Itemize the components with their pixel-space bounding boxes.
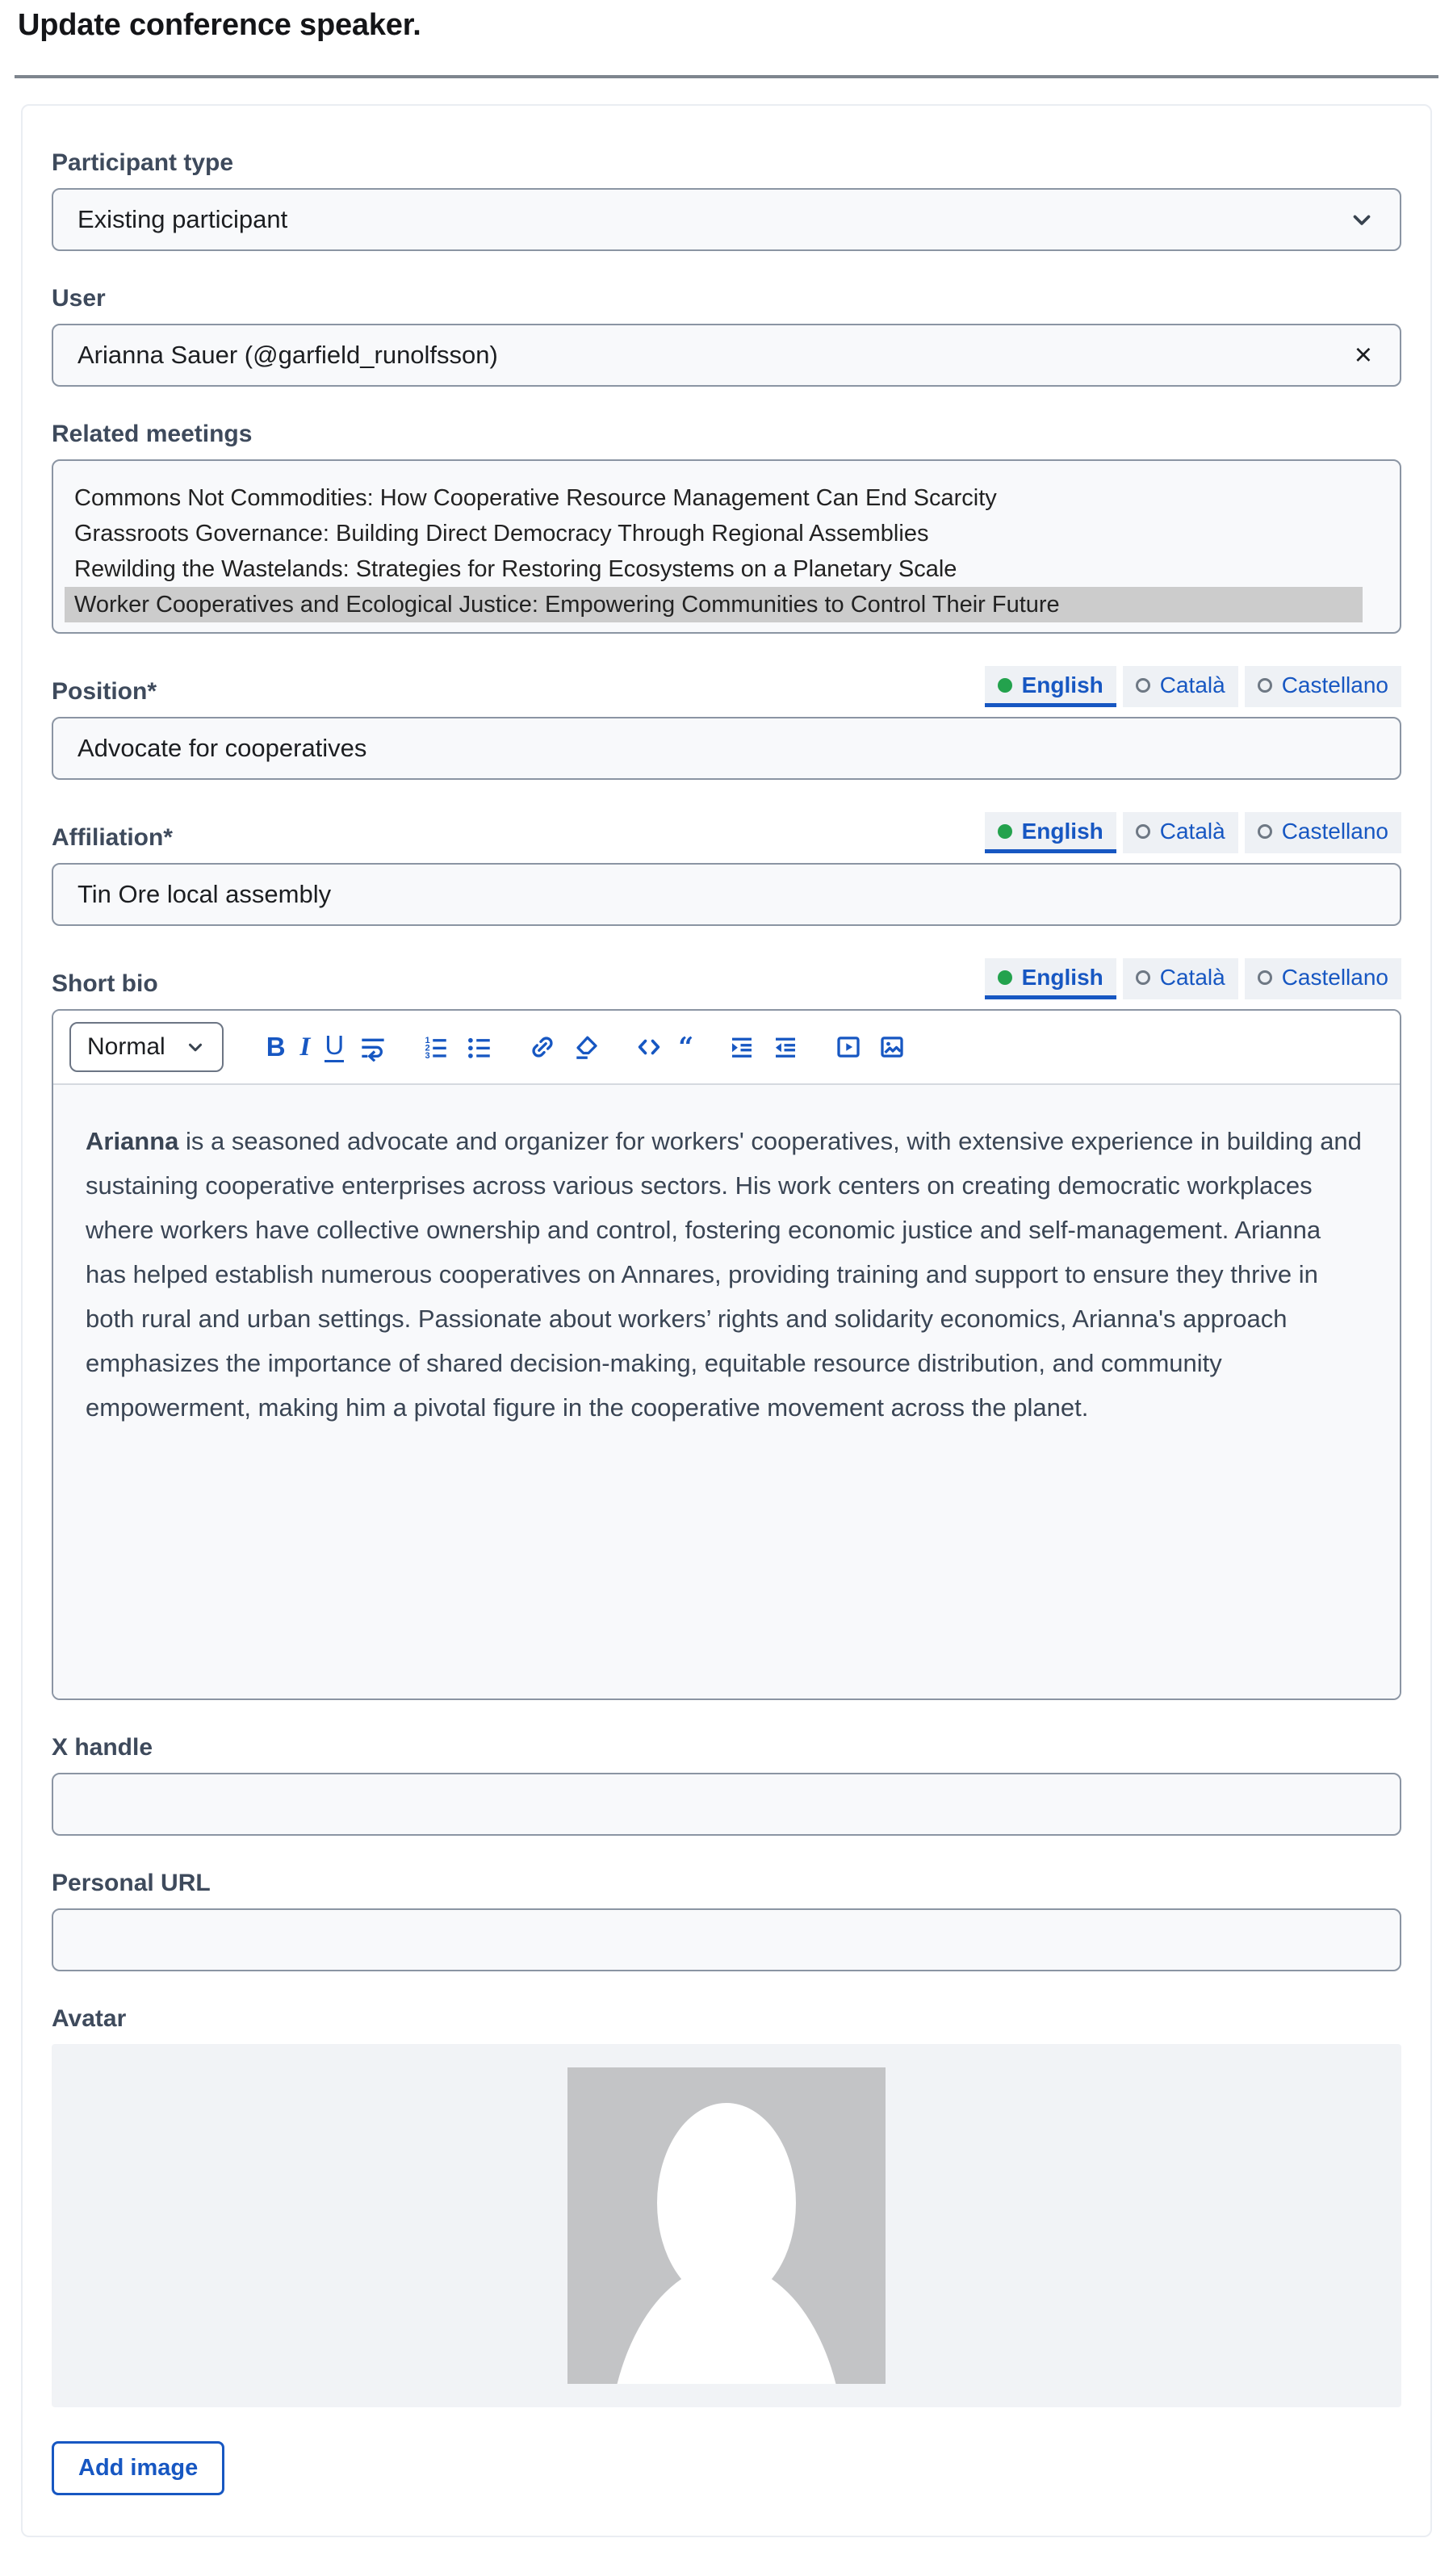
bio-text-area[interactable] [53, 1085, 1400, 1698]
bold-button[interactable] [259, 1028, 293, 1066]
title-divider [15, 75, 1438, 78]
radio-ring-icon [1258, 678, 1272, 693]
tab-english[interactable] [985, 958, 1116, 999]
eraser-icon [572, 1032, 601, 1062]
language-tabs [985, 958, 1401, 999]
personal-url-input[interactable] [52, 1908, 1401, 1971]
green-dot-icon [998, 970, 1012, 985]
x-handle-input[interactable] [52, 1773, 1401, 1836]
tab-label: English [1021, 819, 1103, 844]
bio-text: is a seasoned advocate and organizer for workers' cooperatives, with extensive experience in building and sustaining cooperative enterprises across various sectors. His work centers on creating democratic workplaces where workers have collective ownership and control, fostering economic justice and self-management. Arianna has helped establish numerous cooperatives on Annares, providing training and support to ensure they thrive in both rural and urban settings. Passionate about workers’ rights and solidarity economics, Arianna's approach emphasizes the importance of shared decision-making, equitable resource distribution, and community empowerment, making him a pivotal figure in the cooperative movement across the planet. [86, 1127, 1362, 1422]
language-tabs [985, 666, 1401, 707]
blockquote-icon: “ [678, 1033, 694, 1061]
bio-lead-bold: Arianna [86, 1127, 179, 1155]
x-handle-field [52, 1732, 1401, 1836]
tab-label: English [1021, 965, 1103, 990]
underline-button[interactable] [317, 1027, 351, 1067]
video-icon [834, 1032, 863, 1062]
avatar-preview-area [52, 2044, 1401, 2407]
position-field [52, 666, 1401, 780]
related-meetings-listbox[interactable] [52, 459, 1401, 634]
radio-ring-icon [1258, 970, 1272, 985]
related-meetings-label: Related meetings [52, 421, 253, 447]
blockquote-button[interactable] [671, 1028, 701, 1066]
user-field [52, 283, 1401, 387]
ordered-list-icon [421, 1032, 450, 1062]
format-style-value: Normal [87, 1033, 165, 1060]
radio-ring-icon [1136, 824, 1150, 839]
user-label: User [52, 285, 106, 312]
affiliation-label: Affiliation* [52, 824, 173, 851]
tab-catala[interactable] [1123, 666, 1238, 707]
indent-icon [727, 1032, 756, 1062]
short-bio-label: Short bio [52, 970, 158, 997]
user-input[interactable] [52, 324, 1401, 387]
tab-label: Català [1159, 672, 1225, 697]
personal-url-field [52, 1868, 1401, 1971]
bio-paragraph [86, 1119, 1367, 1430]
tab-catala[interactable] [1123, 812, 1238, 853]
tab-label: Català [1159, 965, 1225, 990]
avatar-field [52, 2004, 1401, 2407]
bullet-list-button[interactable] [458, 1028, 501, 1066]
user-value: Arianna Sauer (@garfield_runolfsson) [77, 341, 498, 369]
format-style-select[interactable] [69, 1022, 224, 1072]
ordered-list-button[interactable] [414, 1028, 458, 1066]
tab-catala[interactable] [1123, 958, 1238, 999]
tab-castellano[interactable] [1245, 812, 1401, 853]
affiliation-field [52, 812, 1401, 926]
radio-ring-icon [1136, 678, 1150, 693]
italic-icon: I [299, 1032, 311, 1062]
short-bio-field [52, 958, 1401, 1700]
clear-format-button[interactable] [564, 1028, 608, 1066]
position-input[interactable] [52, 717, 1401, 780]
image-icon [877, 1032, 907, 1062]
tab-label: English [1021, 672, 1103, 697]
italic-button[interactable] [293, 1028, 318, 1066]
add-image-button[interactable]: Add image [52, 2441, 224, 2495]
avatar-placeholder-image [567, 2067, 886, 2384]
link-button[interactable] [521, 1028, 564, 1066]
image-button[interactable] [870, 1028, 914, 1066]
chevron-down-icon [185, 1037, 206, 1058]
language-tabs [985, 812, 1401, 853]
indent-button[interactable] [720, 1028, 764, 1066]
participant-type-field [52, 148, 1401, 251]
rich-text-editor [52, 1009, 1401, 1700]
link-icon [528, 1032, 557, 1062]
affiliation-input[interactable] [52, 863, 1401, 926]
tab-label: Castellano [1281, 965, 1388, 990]
svg-text:1: 1 [425, 1035, 430, 1045]
meeting-option[interactable]: Commons Not Commodities: How Cooperative Resource Management Can End Scarcity [74, 485, 997, 511]
participant-type-value: Existing participant [77, 205, 288, 233]
bullet-list-icon [465, 1032, 494, 1062]
radio-ring-icon [1136, 970, 1150, 985]
svg-text:2: 2 [425, 1043, 430, 1053]
svg-text:3: 3 [425, 1051, 430, 1062]
line-break-icon [358, 1032, 387, 1062]
underline-icon: U [325, 1032, 344, 1062]
position-label: Position* [52, 678, 157, 705]
person-silhouette-icon [567, 2067, 886, 2384]
speaker-form-card [21, 104, 1432, 2537]
tab-castellano[interactable] [1245, 958, 1401, 999]
code-button[interactable] [627, 1028, 671, 1066]
chevron-down-icon [1348, 206, 1376, 233]
tab-label: Català [1159, 819, 1225, 844]
tab-label: Castellano [1281, 819, 1388, 844]
line-break-button[interactable] [351, 1028, 395, 1066]
page-title: Update conference speaker. [18, 8, 421, 42]
meeting-option[interactable]: Grassroots Governance: Building Direct Democracy Through Regional Assemblies [74, 521, 929, 547]
related-meetings-field [52, 419, 1401, 634]
meeting-option-selected[interactable]: Worker Cooperatives and Ecological Justice: Empowering Communities to Control Their Future [65, 587, 1363, 622]
tab-label: Castellano [1281, 672, 1388, 697]
tab-english[interactable] [985, 666, 1116, 707]
editor-toolbar [53, 1011, 1400, 1085]
participant-type-select[interactable] [52, 188, 1401, 251]
green-dot-icon [998, 678, 1012, 693]
video-button[interactable] [827, 1028, 870, 1066]
x-handle-label: X handle [52, 1734, 153, 1761]
code-icon [634, 1032, 664, 1062]
outdent-icon [771, 1032, 800, 1062]
personal-url-label: Personal URL [52, 1870, 211, 1896]
tab-castellano[interactable] [1245, 666, 1401, 707]
outdent-button[interactable] [764, 1028, 807, 1066]
close-icon[interactable]: × [1351, 340, 1376, 371]
avatar-label: Avatar [52, 2005, 127, 2032]
tab-english[interactable] [985, 812, 1116, 853]
participant-type-label: Participant type [52, 149, 234, 176]
meeting-option[interactable]: Rewilding the Wastelands: Strategies for Restoring Ecosystems on a Planetary Scale [74, 556, 957, 582]
bold-icon: B [266, 1032, 286, 1062]
radio-ring-icon [1258, 824, 1272, 839]
green-dot-icon [998, 824, 1012, 839]
